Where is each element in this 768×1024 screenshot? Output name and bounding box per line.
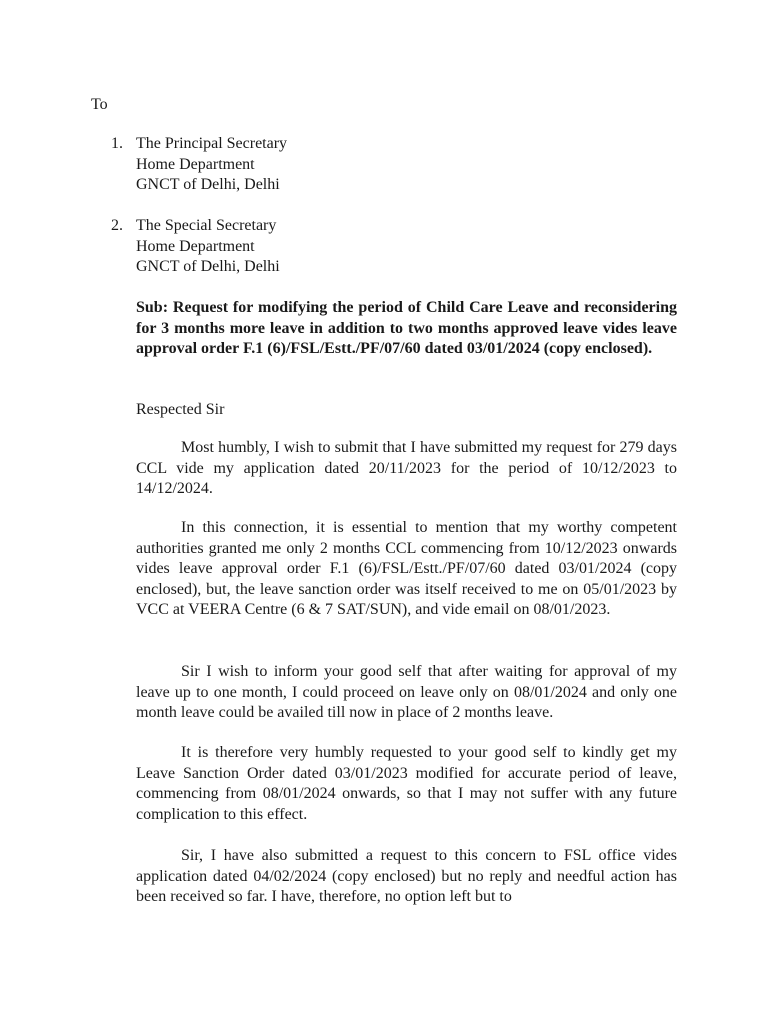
to-label: To	[91, 96, 108, 113]
recipient-title: The Special Secretary	[136, 217, 277, 234]
body-paragraph: Most humbly, I wish to submit that I have submitted my request for 279 days CCL vide my application dated 20/11/2023 for the period of 10/12/2023 to 14/12/2024.	[136, 439, 677, 497]
subject-line: Sub: Request for modifying the period of Child Care Leave and reconsidering for 3 months more leave in addition to two months approved leave vides leave approval order F.1 (6)/FSL/Estt./PF/07/60 dated 03/01/2024 (copy enclosed).	[136, 299, 677, 357]
recipient-title: The Principal Secretary	[136, 135, 288, 152]
recipient-number: 1.	[111, 135, 123, 152]
body-paragraph: In this connection, it is essential to mention that my worthy competent authorities granted me only 2 months CCL commencing from 10/12/2023 onwards vides leave approval order F.1 (6)/FSL/Estt./PF/07/60 dated 03/01/2024 (copy enclosed), but, the leave sanction order was itself received to me on 05/01/2023 by VCC at VEERA Centre (6 & 7 SAT/SUN), and vide email on 08/01/2023.	[136, 519, 677, 618]
recipient-department: Home Department	[136, 237, 255, 255]
recipient-number: 2.	[111, 217, 123, 234]
recipient-location: GNCT of Delhi, Delhi	[136, 258, 280, 275]
body-paragraph: Sir I wish to inform your good self that after waiting for approval of my leave up to one month, I could proceed on leave only on 08/01/2024 and only one month leave could be availed till now in place of 2 months leave.	[136, 663, 677, 721]
recipient-department: Home Department	[136, 155, 255, 173]
salutation: Respected Sir	[136, 401, 225, 418]
body-paragraph: It is therefore very humbly requested to your good self to kindly get my Leave Sanction Order dated 03/01/2023 modified for accurate period of leave, commencing from 08/01/2024 onwards, so that I may not suffer with any future complication to this effect.	[136, 744, 677, 823]
recipient-location: GNCT of Delhi, Delhi	[136, 176, 280, 193]
body-paragraph: Sir, I have also submitted a request to this concern to FSL office vides application dated 04/02/2024 (copy enclosed) but no reply and needful action has been received so far. I have, therefore, no option left but to	[136, 847, 677, 905]
